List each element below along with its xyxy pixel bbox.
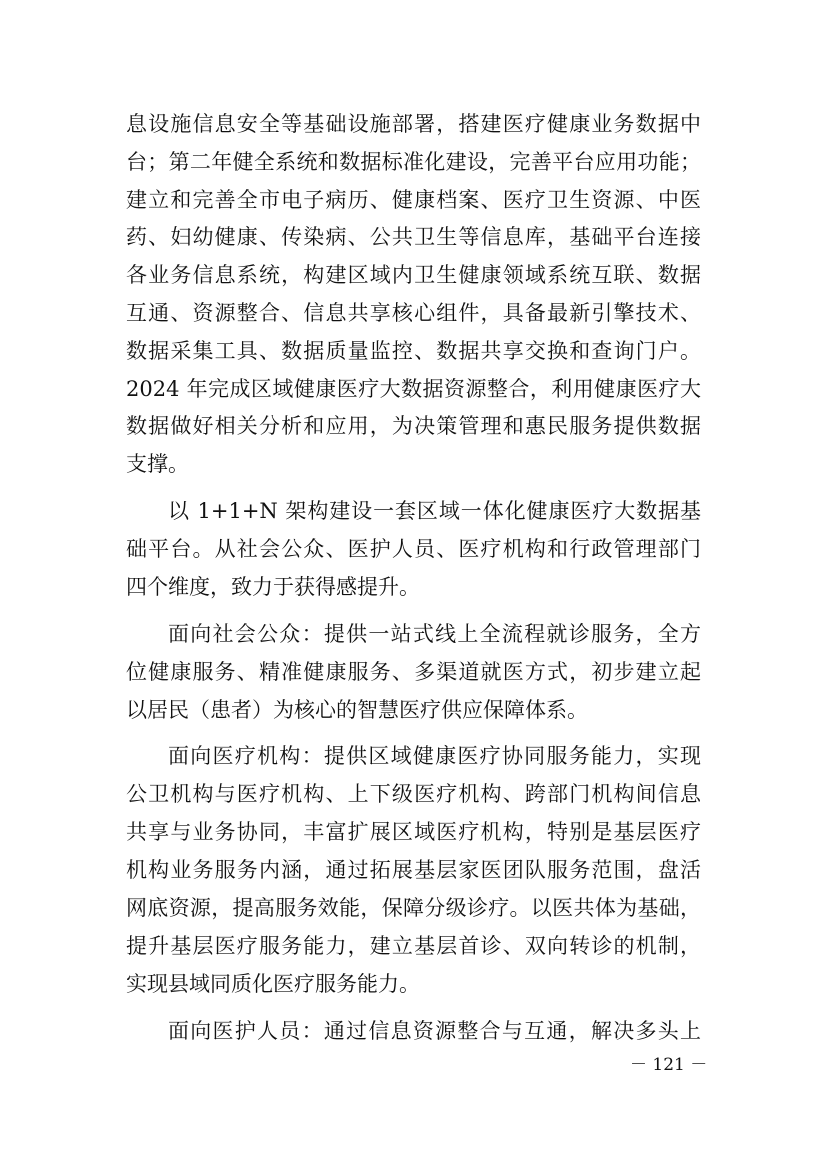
text-line: 各业务信息系统，构建区域内卫生健康领域系统互联、数据	[126, 263, 701, 287]
text-line: 以居民（患者）为核心的智慧医疗供应保障体系。	[126, 698, 588, 722]
text-line: 息设施信息安全等基础设施部署，搭建医疗健康业务数据中	[126, 112, 701, 136]
text-line: 提升基层医疗服务能力，建立基层首诊、双向转诊的机制，	[126, 934, 701, 958]
paragraph-first-line: 以 1+1+N 架构建设一套区域一体化健康医疗大数据基	[168, 499, 701, 523]
text-line: 互通、资源整合、信息共享核心组件，具备最新引擎技术、	[126, 301, 701, 325]
text-line: 台；第二年健全系统和数据标准化建设，完善平台应用功能；	[126, 150, 701, 174]
text-line: 机构业务服务内涵，通过拓展基层家医团队服务范围，盘活	[126, 858, 701, 882]
text-line: 2024 年完成区域健康医疗大数据资源整合，利用健康医疗大	[126, 377, 701, 401]
text-line: 建立和完善全市电子病历、健康档案、医疗卫生资源、中医	[126, 188, 701, 212]
text-line: 共享与业务协同，丰富扩展区域医疗机构，特别是基层医疗	[126, 820, 701, 844]
text-line: 位健康服务、精准健康服务、多渠道就医方式，初步建立起	[126, 660, 701, 684]
paragraph-first-line: 面向医疗机构：提供区域健康医疗协同服务能力，实现	[168, 744, 701, 768]
paragraph-first-line: 面向医护人员：通过信息资源整合与互通，解决多头上	[168, 1019, 701, 1043]
text-line: 网底资源，提高服务效能，保障分级诊疗。以医共体为基础，	[126, 896, 701, 920]
text-line: 支撑。	[126, 452, 189, 476]
text-line: 础平台。从社会公众、医护人员、医疗机构和行政管理部门	[126, 537, 701, 561]
text-line: 药、妇幼健康、传染病、公共卫生等信息库，基础平台连接	[126, 225, 701, 249]
text-line: 公卫机构与医疗机构、上下级医疗机构、跨部门机构间信息	[126, 782, 701, 806]
page-number: － 121 －	[630, 1055, 708, 1075]
text-line: 实现县域同质化医疗服务能力。	[126, 972, 420, 996]
text-line: 四个维度，致力于获得感提升。	[126, 575, 420, 599]
text-line: 数据采集工具、数据质量监控、数据共享交换和查询门户。	[126, 339, 701, 363]
text-line: 数据做好相关分析和应用，为决策管理和惠民服务提供数据	[126, 414, 701, 438]
paragraph-first-line: 面向社会公众：提供一站式线上全流程就诊服务，全方	[168, 622, 701, 646]
